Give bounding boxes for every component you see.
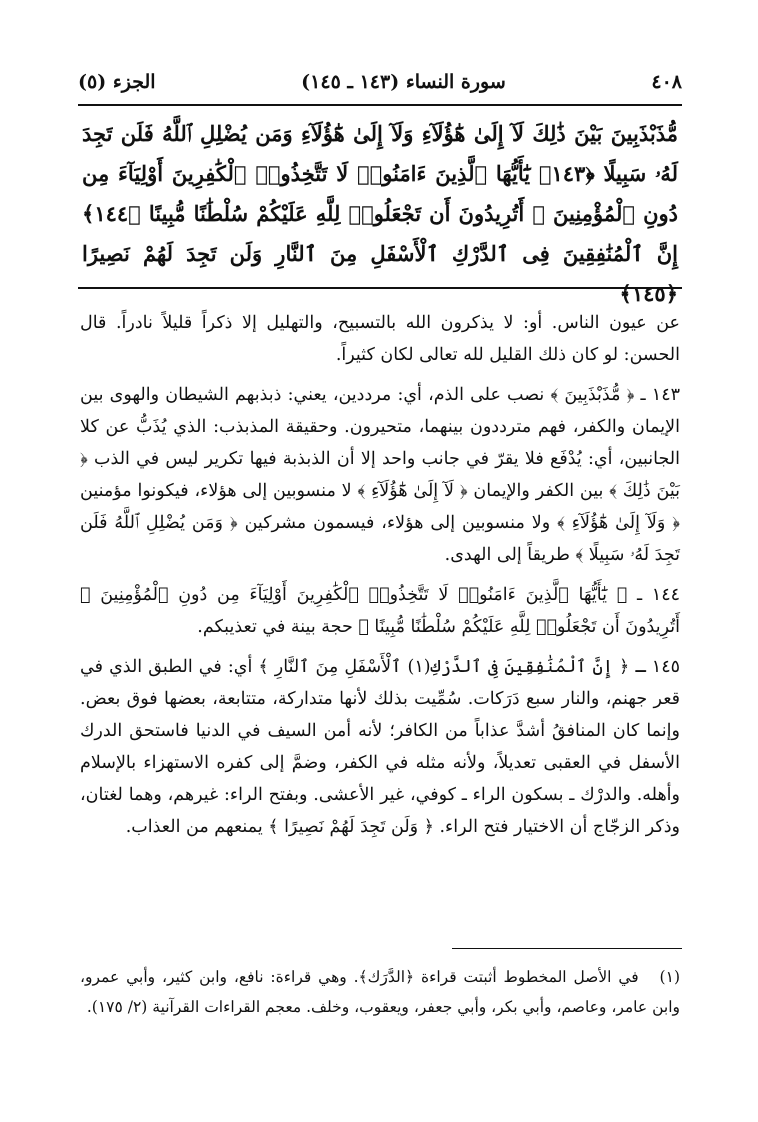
tafsir-body <box>80 307 680 851</box>
paragraph-143: ١٤٣ ـ ﴿ مُّذَبْذَبِينَ ﴾ نصب على الذم، أي: مرددين، يعني: ذبذبهم الشيطان والهوى بين الإيمان والكفر، فهم مترددون بينهما، متحيرون. وحقيقة المذبذب: الذي يُذَبُّ عن كلا الجانبين، أي: يُدْفَع فلا يقرّ في جانب واحد إلا أن الذبذبة فيها تكرير ليس في الذب ﴿ بَيْنَ ذَٰلِكَ ﴾ بين الكفر والإيمان ﴿ لَآ إِلَىٰ هَٰٓؤُلَآءِ ﴾ لا منسوبين إلى هؤلاء، فيكونوا مؤمنين ﴿ وَلَآ إِلَىٰ هَٰٓؤُلَآءِ ﴾ ولا منسوبين إلى هؤلاء، فيسمون مشركين ﴿ وَمَن يُضْلِلِ ٱللَّهُ فَلَن تَجِدَ لَهُۥ سَبِيلًا ﴾ طريقاً إلى الهدى. <box>80 385 680 565</box>
verses-divider <box>78 287 682 289</box>
part-label: الجزء (٥) <box>78 71 156 93</box>
page-number: ٤٠٨ <box>651 71 682 93</box>
footnote-divider <box>452 948 682 949</box>
footnote <box>80 962 680 1022</box>
footnote-text: في الأصل المخطوط أثبتت قراءة ﴿الدَّرَك﴾. وهي قراءة: نافع، وابن كثير، وأبي عمرو، وابن عامر، وعاصم، وأبي بكر، وأبي جعفر، ويعقوب، وخلف. معجم القراءات القرآنية (٢/ ١٧٥). <box>80 968 680 1016</box>
paragraph-144: ١٤٤ ـ ﴿ يَٰٓأَيُّهَا ٱلَّذِينَ ءَامَنُوا۟ لَا تَتَّخِذُوا۟ ٱلْكَٰفِرِينَ أَوْلِيَآءَ مِن دُونِ ٱلْمُؤْمِنِينَ ۚ أَتُرِيدُونَ أَن تَجْعَلُوا۟ لِلَّهِ عَلَيْكُمْ سُلْطَٰنًا مُّبِينًا ﴾ حجة بينة في تعذيبكم. <box>80 585 680 637</box>
paragraph-intro: عن عيون الناس. أو: لا يذكرون الله بالتسبيح، والتهليل إلا ذكراً قليلاً نادراً. قال الحسن: لو كان ذلك القليل لله تعالى لكان كثيراً. <box>80 313 680 365</box>
page-header <box>78 66 682 98</box>
surah-title: سورة النساء (١٤٣ ـ ١٤٥) <box>301 71 506 93</box>
footnote-number: (١) <box>659 968 680 986</box>
header-divider <box>78 104 682 106</box>
paragraph-145: ١٤٥ ـ ﴿ إِنَّ ٱلْمُنَٰفِقِينَ فِى ٱلدَّرْكِ(١) ٱلْأَسْفَلِ مِنَ ٱلنَّارِ ﴾ أي: في الطبق الذي في قعر جهنم، والنار سبع دَرَكات. سُمِّيت بذلك لأنها متداركة، متتابعة، بعضها فوق بعض. وإنما كان المنافقُ أشدَّ عذاباً من الكافر؛ لأنه أمن السيف في الدنيا فاستحق الدرك الأسفل في العقبى تعديلاً، ولأنه مثله في الكفر، وضمَّ إلى كفره الاستهزاء بالإسلام وأهله. والدرْك ـ بسكون الراء ـ كوفي، غير الأعشى. وبفتح الراء: غيرهم، وهما لغتان، وذكر الزجّاج أن الاختيار فتح الراء. ﴿ وَلَن تَجِدَ لَهُمْ نَصِيرًا ﴾ يمنعهم من العذاب. <box>80 657 680 837</box>
quran-verses: مُّذَبْذَبِينَ بَيْنَ ذَٰلِكَ لَآ إِلَىٰ هَٰٓؤُلَآءِ وَلَآ إِلَىٰ هَٰٓؤُلَآءِ وَمَن يُضْلِلِ ٱللَّهُ فَلَن تَجِدَ لَهُۥ سَبِيلًا ﴿١٤٣﴾ يَٰٓأَيُّهَا ٱلَّذِينَ ءَامَنُوا۟ لَا تَتَّخِذُوا۟ ٱلْكَٰفِرِينَ أَوْلِيَآءَ مِن دُونِ ٱلْمُؤْمِنِينَ ۚ أَتُرِيدُونَ أَن تَجْعَلُوا۟ لِلَّهِ عَلَيْكُمْ سُلْطَٰنًا مُّبِينًا ﴿١٤٤﴾ إِنَّ ٱلْمُنَٰفِقِينَ فِى ٱلدَّرْكِ ٱلْأَسْفَلِ مِنَ ٱلنَّارِ وَلَن تَجِدَ لَهُمْ نَصِيرًا ﴿١٤٥﴾ <box>82 121 678 306</box>
